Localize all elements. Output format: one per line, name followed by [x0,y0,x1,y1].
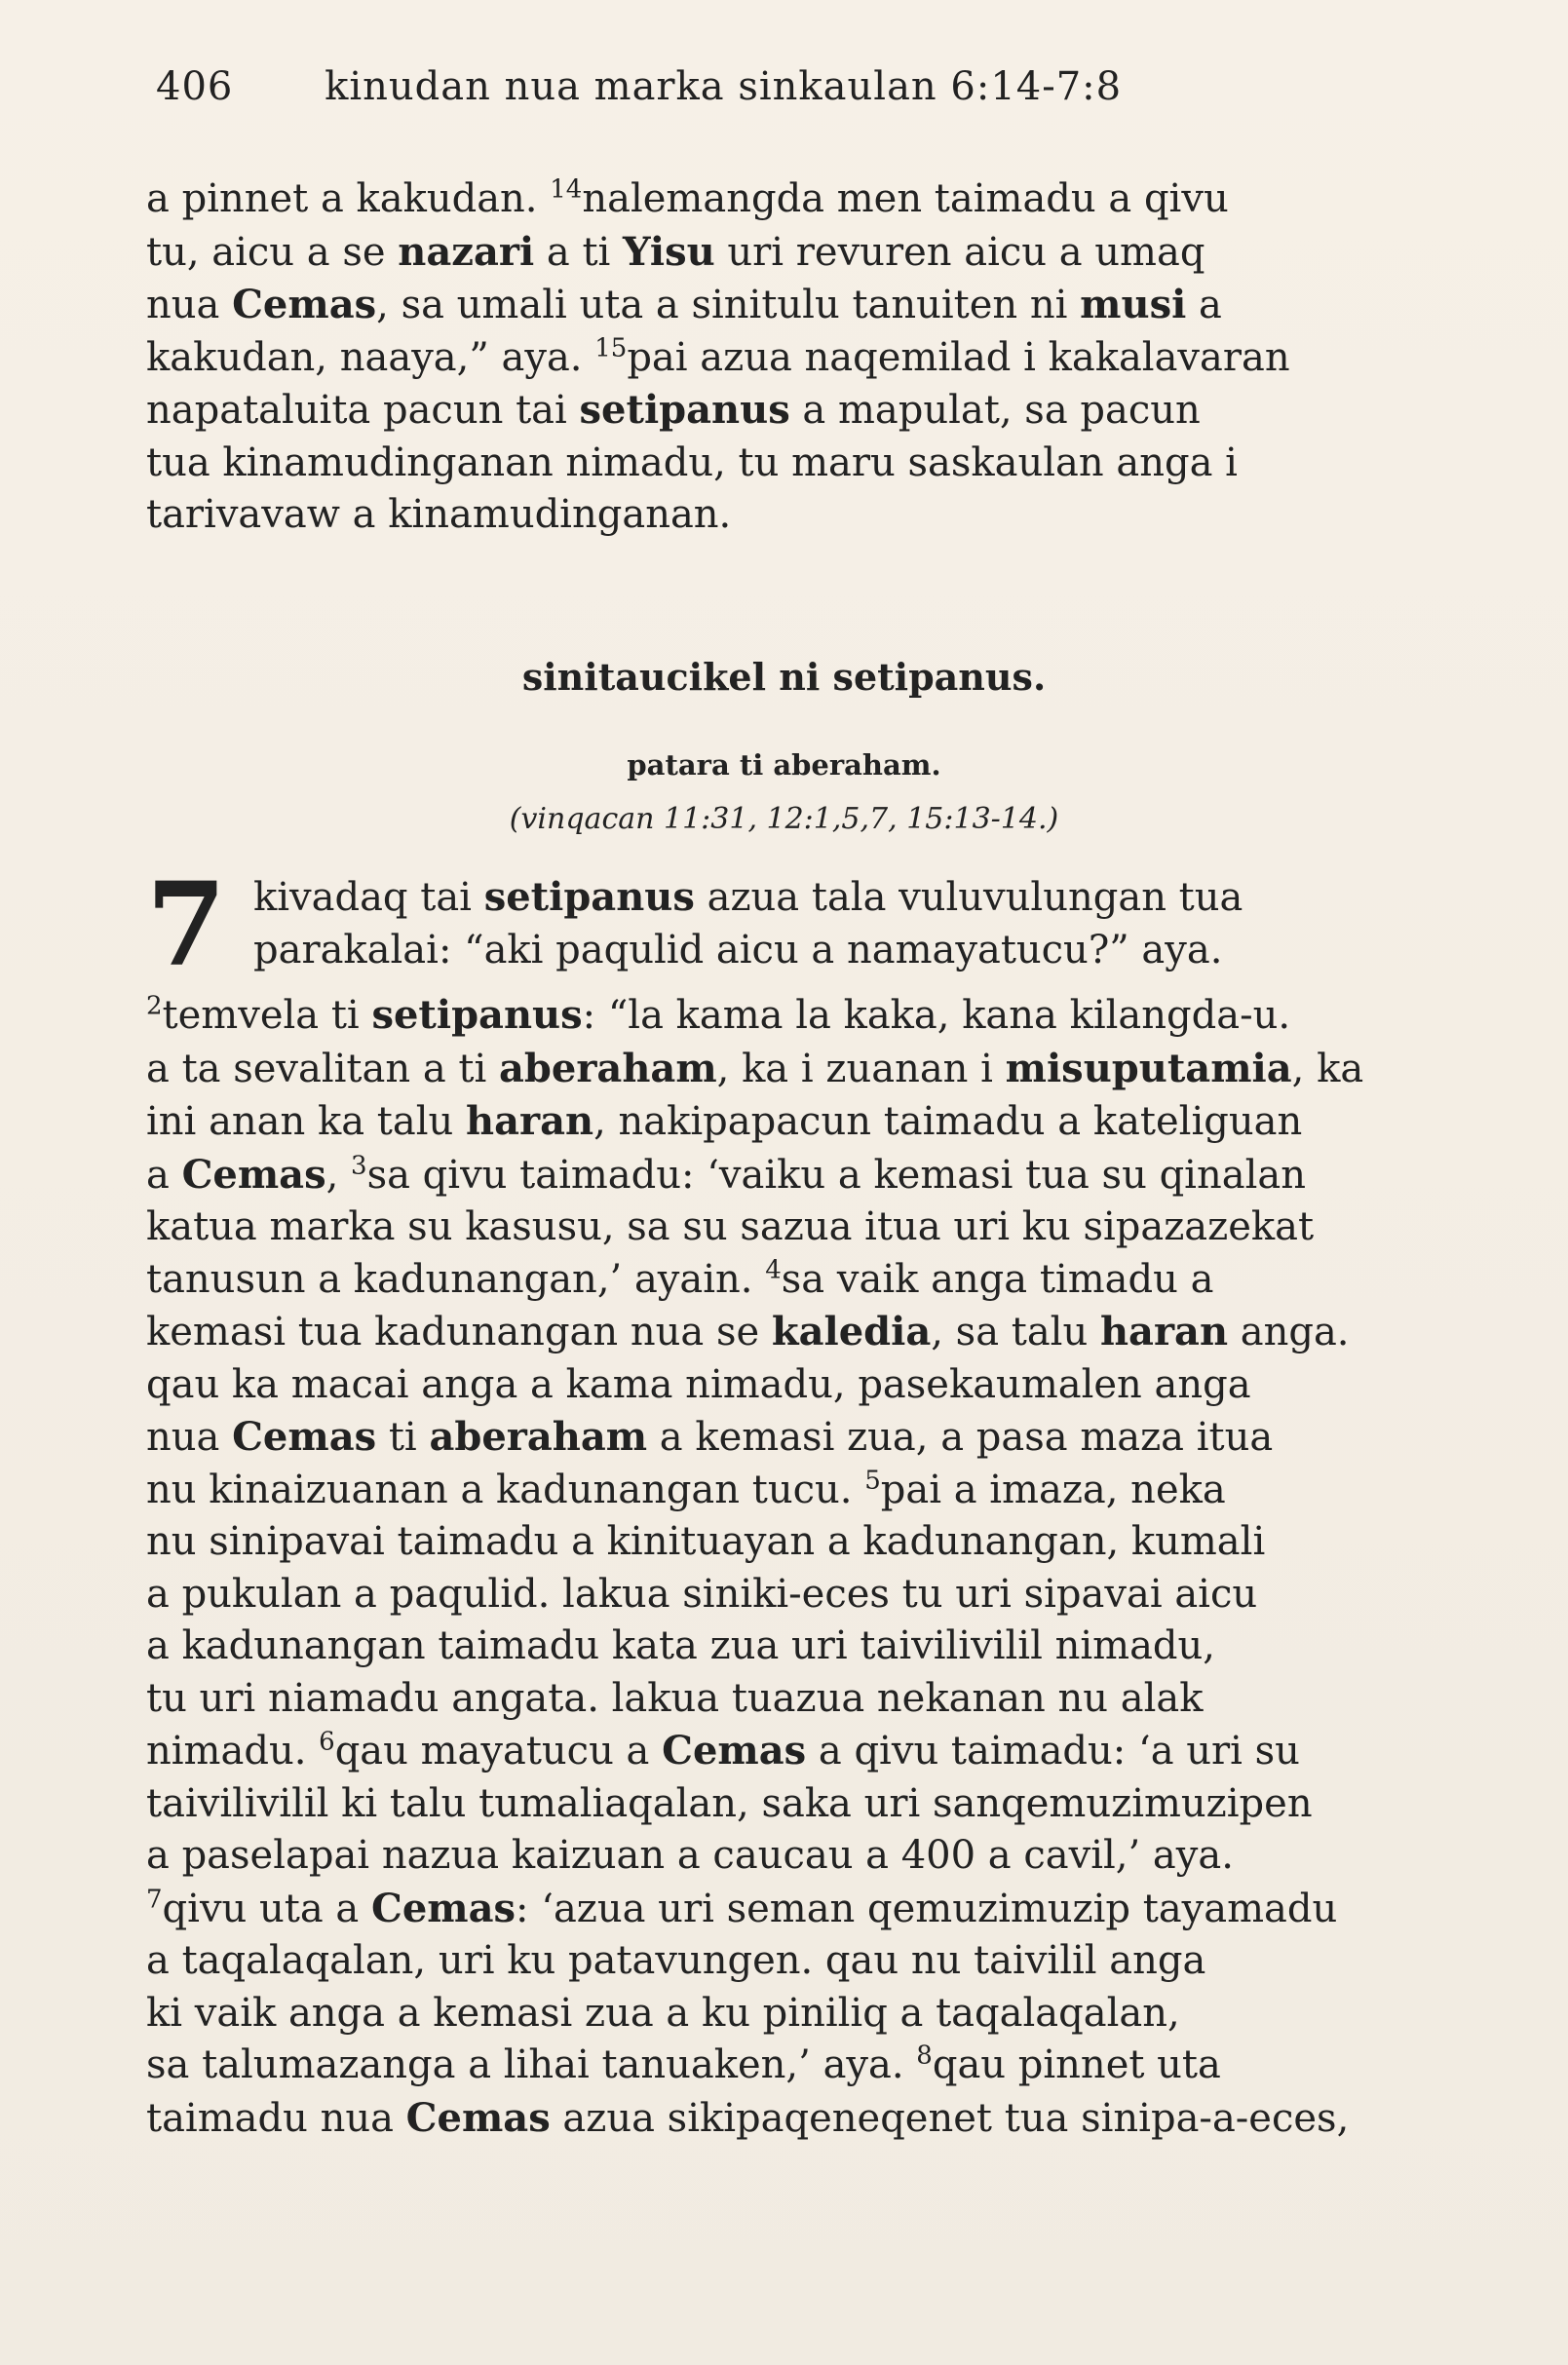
text-run: nu sinipavai taimadu a kinituayan a kadunangan, kumali [146,1519,1266,1564]
text-run: tarivavaw a kinamudinganan. [146,492,732,537]
text-run: ti [376,1415,430,1460]
text-line [146,1725,1460,1778]
text-run: nu kinaizuanan a kadunangan tucu. [146,1467,865,1512]
text-run: qau mayatucu a [334,1729,663,1774]
text-run: tanusun a kadunangan,’ ayain. [146,1256,766,1302]
text-run: a taqalaqalan, uri ku patavungen. qau nu taivilil anga [146,1938,1206,1983]
text-run: a kadunangan taimadu kata zua uri taivilivilil nimadu, [146,1623,1215,1668]
verse-number: 2 [146,991,163,1021]
bold-name: nazari [398,228,535,275]
text-line [146,438,1460,490]
verse-number: 3 [351,1151,367,1181]
text-line [146,1673,1460,1726]
bold-name: setipanus [371,992,583,1038]
text-run: kemasi tua kadunangan nua se [146,1310,772,1354]
text-line [146,1411,1460,1465]
text-run: nalemangda men taimadu a qivu [582,176,1229,221]
text-run: nua [146,1415,233,1460]
text-run: a ti [534,229,624,275]
verse-number: 15 [594,333,628,363]
chapter-opening [146,871,1460,976]
bold-name: Cemas [370,1885,516,1931]
bold-name: Cemas [405,2094,551,2141]
text-line [146,279,1460,332]
text-run: a paselapai nazua kaizuan a caucau a 400 a cavil,’ aya. [146,1833,1234,1878]
text-run: , sa talu [931,1310,1100,1354]
top-paragraph [146,173,1460,542]
text-run: a [146,1152,182,1198]
text-line [146,1988,1460,2041]
text-run: : “la kama la kaka, kana kilangda-u. [582,993,1291,1038]
text-run: pai a imaza, neka [880,1467,1226,1512]
text-run: a kemasi zua, a pasa maza itua [647,1415,1274,1460]
text-run: tu, aicu a se [146,229,399,275]
text-run: a qivu taimadu: ‘a uri su [806,1729,1300,1774]
running-header [156,64,1423,109]
bold-name: setipanus [579,387,790,433]
bold-name: setipanus [483,874,695,920]
text-line [146,1516,1460,1569]
verse-number: 4 [765,1255,782,1285]
text-run: temvela ti [162,993,372,1038]
text-run: qau ka macai anga a kama nimadu, pasekaumalen anga [146,1361,1251,1407]
text-line [146,2092,1460,2146]
text-run: sa talumazanga a lihai tanuaken,’ aya. [146,2042,917,2087]
bold-name: kaledia [771,1309,932,1354]
text-run: qau pinnet uta [932,2042,1221,2087]
text-line [146,1830,1460,1883]
text-line [146,1202,1460,1254]
text-run: a pukulan a paqulid. lakua siniki-eces tu uri sipavai aicu [146,1571,1258,1617]
text-line [146,1254,1460,1307]
bold-name: haran [466,1098,594,1144]
text-run: kakudan, naaya,” aya. [146,334,595,380]
text-line [146,1359,1460,1412]
text-run: ki vaik anga a kemasi zua a ku piniliq a taqalaqalan, [146,1990,1180,2036]
text-line [146,1935,1460,1988]
text-line [146,226,1460,280]
text-run: , ka i zuanan i [716,1046,1006,1091]
text-line [146,2040,1460,2092]
text-run: nimadu. [146,1729,320,1774]
bold-name: musi [1080,282,1187,327]
bold-name: Cemas [662,1728,807,1774]
text-run: taimadu nua [146,2095,406,2141]
text-line [146,989,1460,1043]
text-run: a [1186,283,1222,327]
verse-number: 5 [864,1466,881,1496]
text-run: , ka [1291,1046,1364,1091]
page-number: 406 [156,64,234,109]
text-line [146,1306,1460,1359]
text-line [146,1778,1460,1831]
text-run: azua tala vuluvulungan tua [694,875,1243,920]
text-run: tu uri niamadu angata. lakua tuazua nekanan nu alak [146,1675,1204,1721]
text-run: a ta sevalitan a ti [146,1046,499,1091]
text-run: : ‘azua uri seman qemuzimuzip tayamadu [516,1886,1338,1931]
text-run: , sa umali uta a sinitulu tanuiten ni [376,283,1081,327]
chapter-number: 7 [146,857,227,992]
bold-name: aberaham [429,1414,648,1460]
text-line [146,1621,1460,1673]
text-run: taivilivilil ki talu tumaliaqalan, saka uri sanqemuzimuzipen [146,1780,1313,1826]
text-line [146,871,1460,925]
text-run: kivadaq tai [253,875,484,920]
text-line [146,173,1460,226]
bold-name: misuputamia [1005,1045,1292,1091]
bold-name: Cemas [232,1414,377,1460]
text-run: nua [146,283,233,327]
text-line [146,1095,1460,1149]
text-line [146,1465,1460,1517]
text-run: azua sikipaqeneqenet tua sinipa-a-eces, [550,2095,1350,2141]
verse-number: 6 [319,1727,335,1757]
bold-name: Yisu [623,228,715,275]
text-run: napataluita pacun tai [146,388,580,433]
bold-name: haran [1099,1309,1229,1354]
text-line [146,1149,1460,1202]
bold-name: Cemas [232,282,377,327]
verse-number: 8 [916,2041,933,2071]
text-line [146,384,1460,438]
text-line [146,489,1460,542]
text-line [146,332,1460,385]
text-run: , nakipapacun taimadu a kateliguan [593,1099,1303,1144]
text-run: ini anan ka talu [146,1099,466,1144]
text-run: sa vaik anga timadu a [781,1256,1214,1302]
text-run: a mapulat, sa pacun [789,388,1201,433]
verse-number: 14 [550,174,583,205]
text-run: tua kinamudinganan nimadu, tu maru saskaulan anga i [146,439,1238,485]
text-line [146,1883,1460,1936]
section-title: sinitaucikel ni setipanus. [521,655,1047,699]
text-line [146,1569,1460,1621]
cross-reference: (vinqacan 11:31, 12:1,5,7, 15:13-14.) [509,802,1059,836]
text-line [146,925,1460,977]
text-run: katua marka su kasusu, sa su sazua itua uri ku sipazazekat [146,1204,1315,1249]
running-title: kinudan nua marka sinkaulan 6:14-7:8 [325,64,1123,109]
verse-number: 7 [146,1885,163,1915]
bold-name: Cemas [181,1151,326,1198]
text-run: qivu uta a [162,1886,371,1931]
text-run: parakalai: “aki paqulid aicu a namayatucu?” aya. [253,927,1223,973]
text-run: pai azua naqemilad i kakalavaran [627,334,1290,380]
text-run: , [325,1152,352,1198]
text-run: a pinnet a kakudan. [146,176,551,221]
section-subtitle: patara ti aberaham. [627,748,941,782]
bold-name: aberaham [498,1045,717,1091]
text-run: uri revuren aicu a umaq [714,229,1205,275]
text-run: anga. [1228,1310,1350,1354]
main-paragraph [146,989,1460,2145]
text-line [146,1043,1460,1096]
text-run: sa qivu taimadu: ‘vaiku a kemasi tua su qinalan [366,1152,1306,1198]
